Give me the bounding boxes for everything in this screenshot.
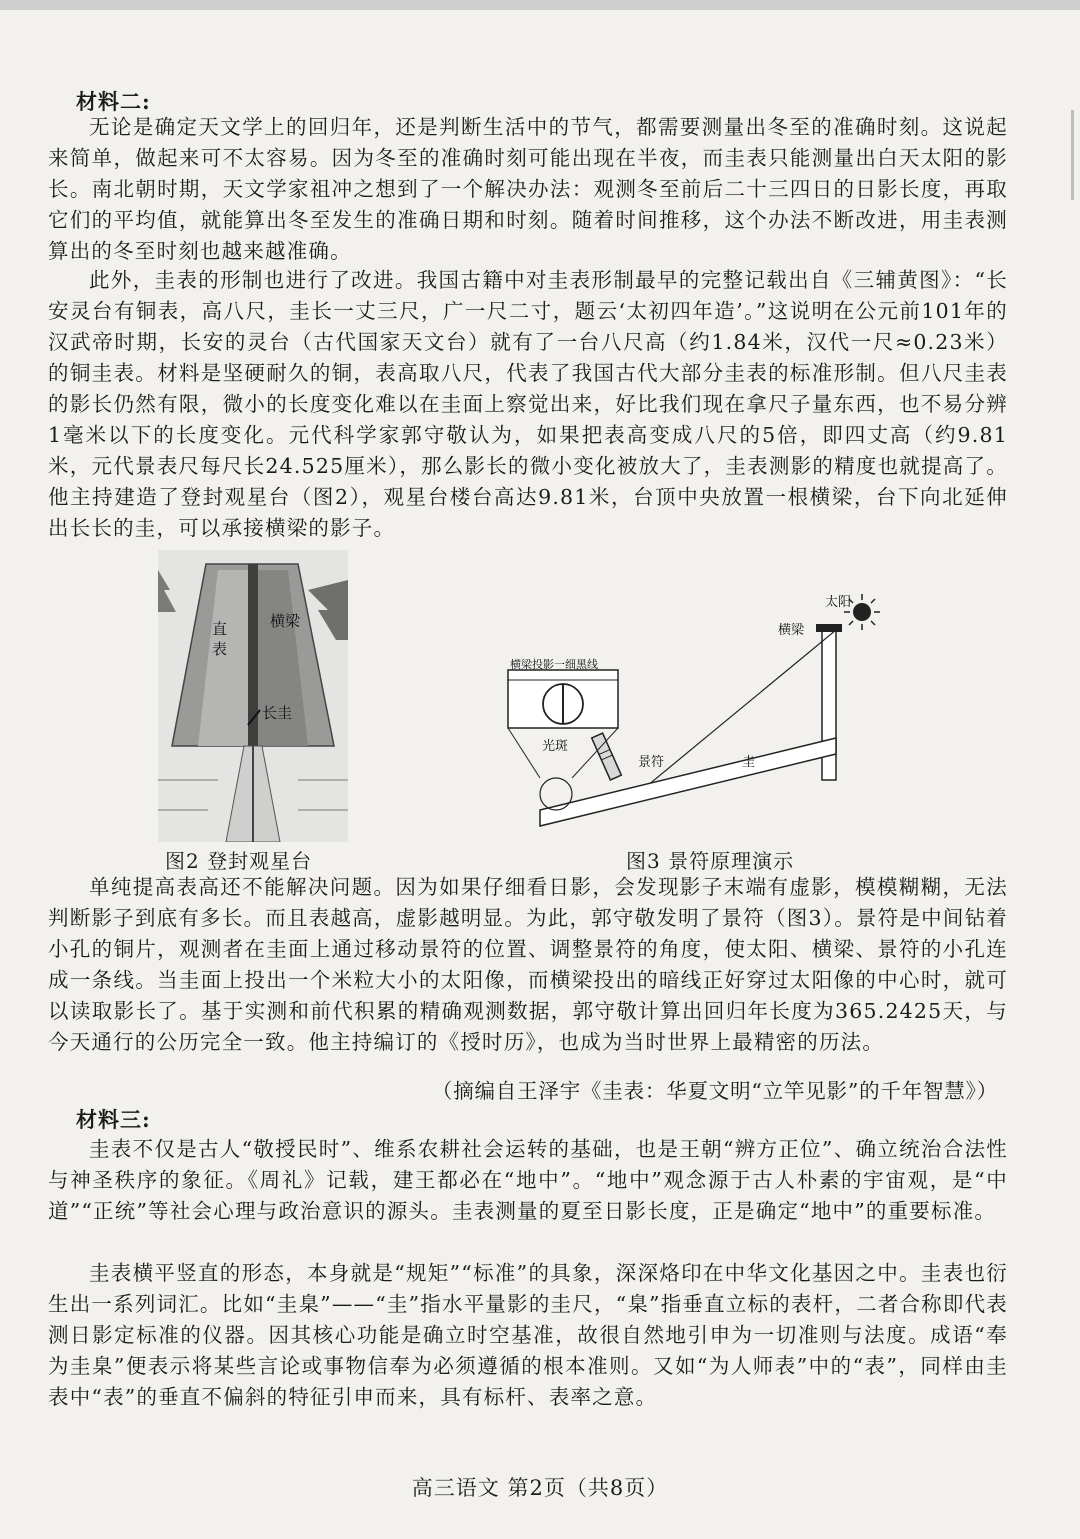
top-bar bbox=[0, 0, 1080, 10]
figure-2-observatory bbox=[158, 550, 348, 842]
material3-paragraph-1: 圭表不仅是古人“敬授民时”、维系农耕社会运转的基础，也是王朝“辨方正位”、确立统治合法性与神圣秩序的象征。《周礼》记载，建王都必在“地中”。“地中”观念源于古人朴素的宇宙观，是“中道”“正统”等社会心理与政治意识的源头。圭表测量的夏至日影长度，正是确定“地中”的重要标准。 bbox=[48, 1137, 1008, 1223]
fig2-label-biao: 表 bbox=[212, 640, 228, 658]
fig3-gui-bar bbox=[540, 738, 836, 826]
fig3-label-jingfu: 景符 bbox=[638, 755, 665, 770]
fig3-spot-circle bbox=[540, 778, 572, 810]
scan-edge-mark bbox=[1071, 110, 1074, 200]
fig2-label-changgui: 长圭 bbox=[262, 704, 293, 722]
figure-2-caption: 图2 登封观星台 bbox=[165, 849, 313, 873]
fig3-label-beam: 横梁 bbox=[778, 623, 805, 638]
fig3-beam bbox=[816, 624, 842, 632]
material2-heading: 材料二: bbox=[76, 89, 151, 114]
exam-page bbox=[0, 10, 1080, 1539]
material3-paragraph-2: 圭表横平竖直的形态，本身就是“规矩”“标准”的具象，深深烙印在中华文化基因之中。圭表也衍生出一系列词汇。比如“圭臬”——“圭”指水平量影的圭尺，“臬”指垂直立标的表杆，二者合称即代表测日影定标准的仪器。因其核心功能是确立时空基准，故很自然地引申为一切准则与法度。成语“奉为圭臬”便表示将某些言论或事物信奉为必须遵循的根本准则。又如“为人师表”中的“表”，同样由圭表中“表”的垂直不偏斜的特征引申而来，具有标杆、表率之意。 bbox=[48, 1261, 1008, 1409]
material3-heading: 材料三: bbox=[76, 1107, 151, 1132]
material2-paragraph-1: 无论是确定天文学上的回归年，还是判断生活中的节气，都需要测量出冬至的准确时刻。这说起来简单，做起来可不太容易。因为冬至的准确时刻可能出现在半夜，而圭表只能测量出白天太阳的影长。南北朝时期，天文学家祖冲之想到了一个解决办法：观测冬至前后二十三四日的日影长度，再取它们的平均值，就能算出冬至发生的准确日期和时刻。随着时间推移，这个办法不断改进，用圭表测算出的冬至时刻也越来越准确。 bbox=[48, 115, 1008, 263]
fig3-label-spot: 光斑 bbox=[542, 739, 569, 754]
fig3-label-gui: 圭 bbox=[742, 755, 756, 770]
figure-3-jingfu-diagram bbox=[500, 590, 890, 840]
page-footer: 高三语文 第2页（共8页） bbox=[411, 1476, 669, 1500]
fig3-label-sun: 太阳 bbox=[825, 595, 852, 610]
fig2-label-hengliang: 横梁 bbox=[270, 612, 301, 630]
fig2-label-zhi: 直 bbox=[212, 620, 228, 638]
figure-3-caption: 图3 景符原理演示 bbox=[626, 849, 795, 873]
material2-paragraph-2: 此外，圭表的形制也进行了改进。我国古籍中对圭表形制最早的完整记载出自《三辅黄图》：“长安灵台有铜表，高八尺，圭长一丈三尺，广一尺二寸，题云‘太初四年造’。”这说明在公元前101年的汉武帝时期，长安的灵台（古代国家天文台）就有了一台八尺高（约1.84米，汉代一尺≈0.23米）的铜圭表。材料是坚硬耐久的铜，表高取八尺，代表了我国古代大部分圭表的标准形制。但八尺圭表的影长仍然有限，微小的长度变化难以在圭面上察觉出来，好比我们现在拿尺子量东西，也不易分辨1毫米以下的长度变化。元代科学家郭守敬认为，如果把表高变成八尺的5倍，即四丈高（约9.81米，元代景表尺每尺长24.525厘米），那么影长的微小变化被放大了，圭表测影的精度也就提高了。他主持建造了登封观星台（图2），观星台楼台高达9.81米，台顶中央放置一根横梁，台下向北延伸出长长的圭，可以承接横梁的影子。 bbox=[48, 268, 1008, 540]
material2-paragraph-3: 单纯提高表高还不能解决问题。因为如果仔细看日影，会发现影子末端有虚影，模模糊糊，无法判断影子到底有多长。而且表越高，虚影越明显。为此，郭守敬发明了景符（图3）。景符是中间钻着小孔的铜片，观测者在圭面上通过移动景符的位置、调整景符的角度，使太阳、横梁、景符的小孔连成一条线。当圭面上投出一个米粒大小的太阳像，而横梁投出的暗线正好穿过太阳像的中心时，就可以读取影长了。基于实测和前代积累的精确观测数据，郭守敬计算出回归年长度为365.2425天，与今天通行的公历完全一致。他主持编订的《授时历》，也成为当时世界上最精密的历法。 bbox=[48, 875, 1008, 1054]
material2-source: （摘编自王泽宇《圭表：华夏文明“立竿见影”的千年智慧》） bbox=[431, 1079, 998, 1103]
fig3-label-shadow: 横梁投影一细黑线 bbox=[510, 658, 598, 671]
